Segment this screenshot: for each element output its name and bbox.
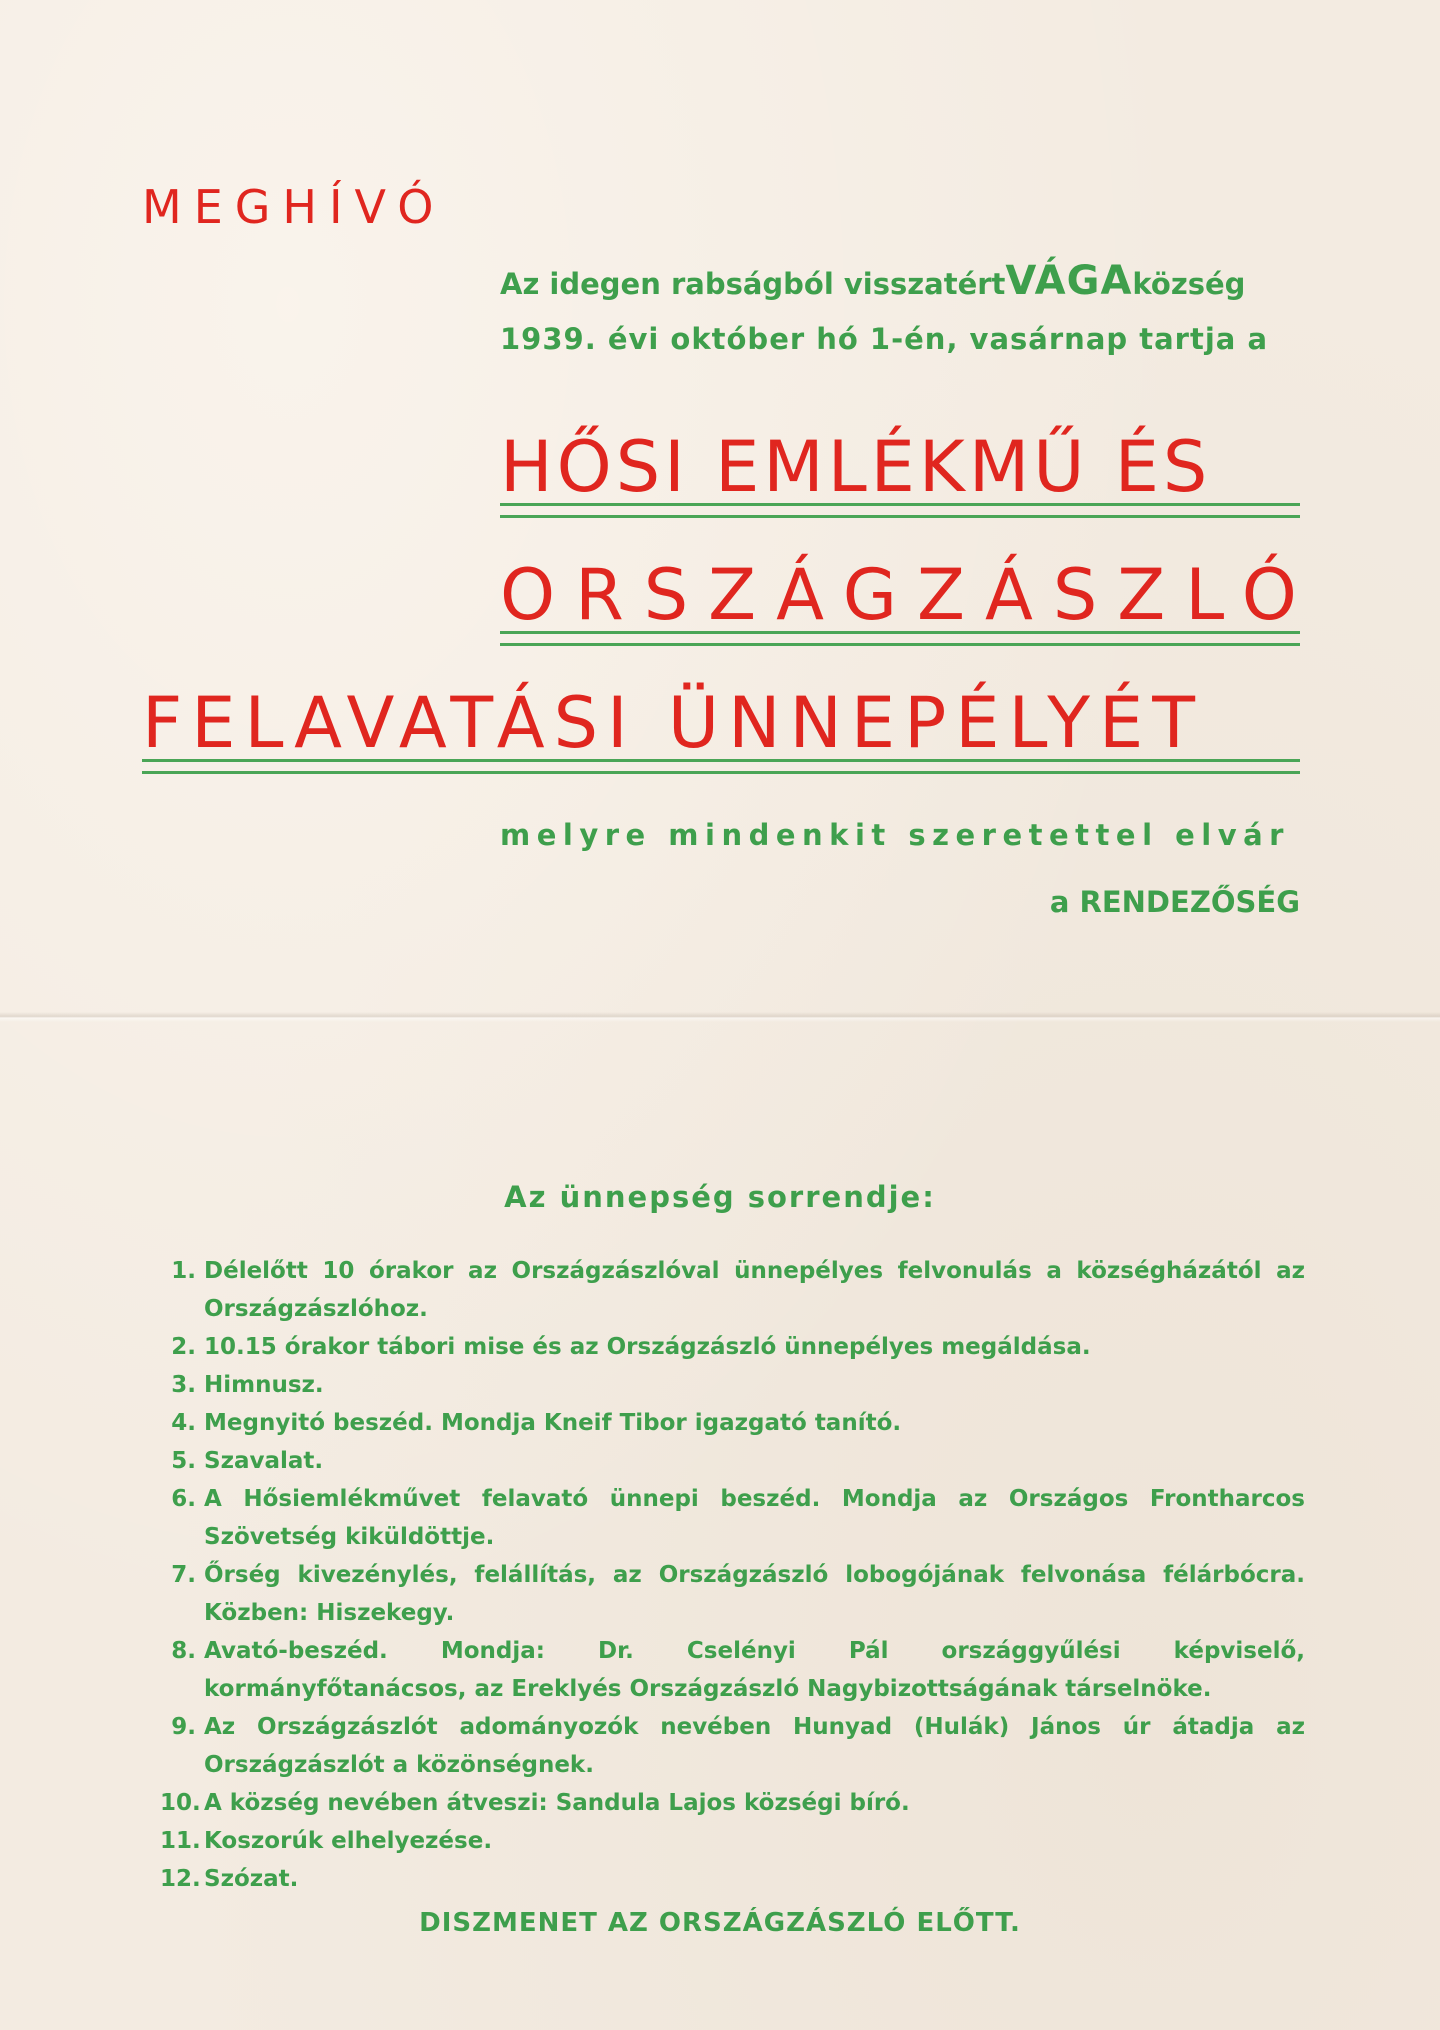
intro-line-1 [500,258,1300,304]
program-item [160,1708,1305,1784]
program-item-number: 12. [160,1866,201,1892]
program-item-number: 6. [171,1486,196,1512]
program-item [160,1556,1305,1632]
program-item-number: 9. [171,1714,196,1740]
program-item-text: Himnusz. [204,1372,324,1398]
program-item-number: 2. [171,1334,196,1360]
program-item-number: 11. [160,1828,201,1854]
program-item-number: 4. [171,1410,196,1436]
title-line-1: HŐSI EMLÉKMŰ ÉS [500,426,1212,508]
program-item-text: A Hősiemlékművet felavató ünnepi beszéd. Mondja az Országos Frontharcos Szövetség kiküldöttje. [204,1486,1305,1550]
program-item [160,1252,1305,1328]
program-item-text: Az Országzászlót adományozók nevében Hunyad (Hulák) János úr átadja az Országzászlót a közönségnek. [204,1714,1305,1778]
title-line-3: FELAVATÁSI ÜNNEPÉLYÉT [142,682,1204,764]
program-item-text: Szavalat. [204,1448,324,1474]
title-underline-3 [142,759,1300,774]
program-list [160,1252,1305,1898]
program-item [160,1442,1305,1480]
intro-text-part1: Az idegen rabságból visszatért [500,267,1006,301]
organizer-signature: a RENDEZŐSÉG [1049,885,1300,919]
program-item-number: 5. [171,1448,196,1474]
program-item-text: A község nevében átveszi: Sandula Lajos községi bíró. [204,1790,910,1816]
title-line-2: ORSZÁGZÁSZLÓ [500,554,1317,636]
program-item-text: 10.15 órakor tábori mise és az Országzászló ünnepélyes megáldása. [204,1334,1091,1360]
program-item-text: Szózat. [204,1866,299,1892]
program-item-number: 8. [171,1638,196,1664]
program-item-number: 1. [171,1258,196,1284]
program-item-text: Délelőtt 10 órakor az Országzászlóval ünnepélyes felvonulás a községházától az Országzászlóhoz. [204,1258,1305,1322]
program-item-number: 7. [171,1562,196,1588]
invitation-text: melyre mindenkit szeretettel elvár [500,818,1290,852]
program-item [160,1404,1305,1442]
invitation-heading: MEGHÍVÓ [142,180,446,234]
program-item-text: Őrség kivezénylés, felállítás, az Országzászló lobogójának felvonása félárbócra. Közben: Hiszekegy. [204,1562,1305,1626]
intro-text-part2: község [1132,267,1246,301]
program-heading: Az ünnepség sorrendje: [504,1180,936,1214]
village-name: VÁGA [1005,258,1133,304]
program-item [160,1632,1305,1708]
program-item-text: Koszorúk elhelyezése. [204,1828,493,1854]
program-item [160,1328,1305,1366]
program-item [160,1480,1305,1556]
program-closing: DISZMENET AZ ORSZÁGZÁSZLÓ ELŐTT. [419,1908,1021,1938]
program-item [160,1822,1305,1860]
intro-line-2: 1939. évi október hó 1-én, vasárnap tartja a [500,322,1269,356]
program-item-number: 10. [160,1790,201,1816]
program-item-number: 3. [171,1372,196,1398]
program-item [160,1784,1305,1822]
program-item-text: Megnyitó beszéd. Mondja Kneif Tibor igazgató tanító. [204,1410,902,1436]
program-item [160,1860,1305,1898]
program-item [160,1366,1305,1404]
title-underline-1 [500,503,1300,518]
paper-fold-line [0,1012,1440,1022]
title-underline-2 [500,631,1300,646]
program-item-text: Avató-beszéd. Mondja: Dr. Cselényi Pál országgyűlési képviselő, kormányfőtanácsos, az Ereklyés Országzászló Nagybizottságának társelnöke. [204,1638,1305,1702]
